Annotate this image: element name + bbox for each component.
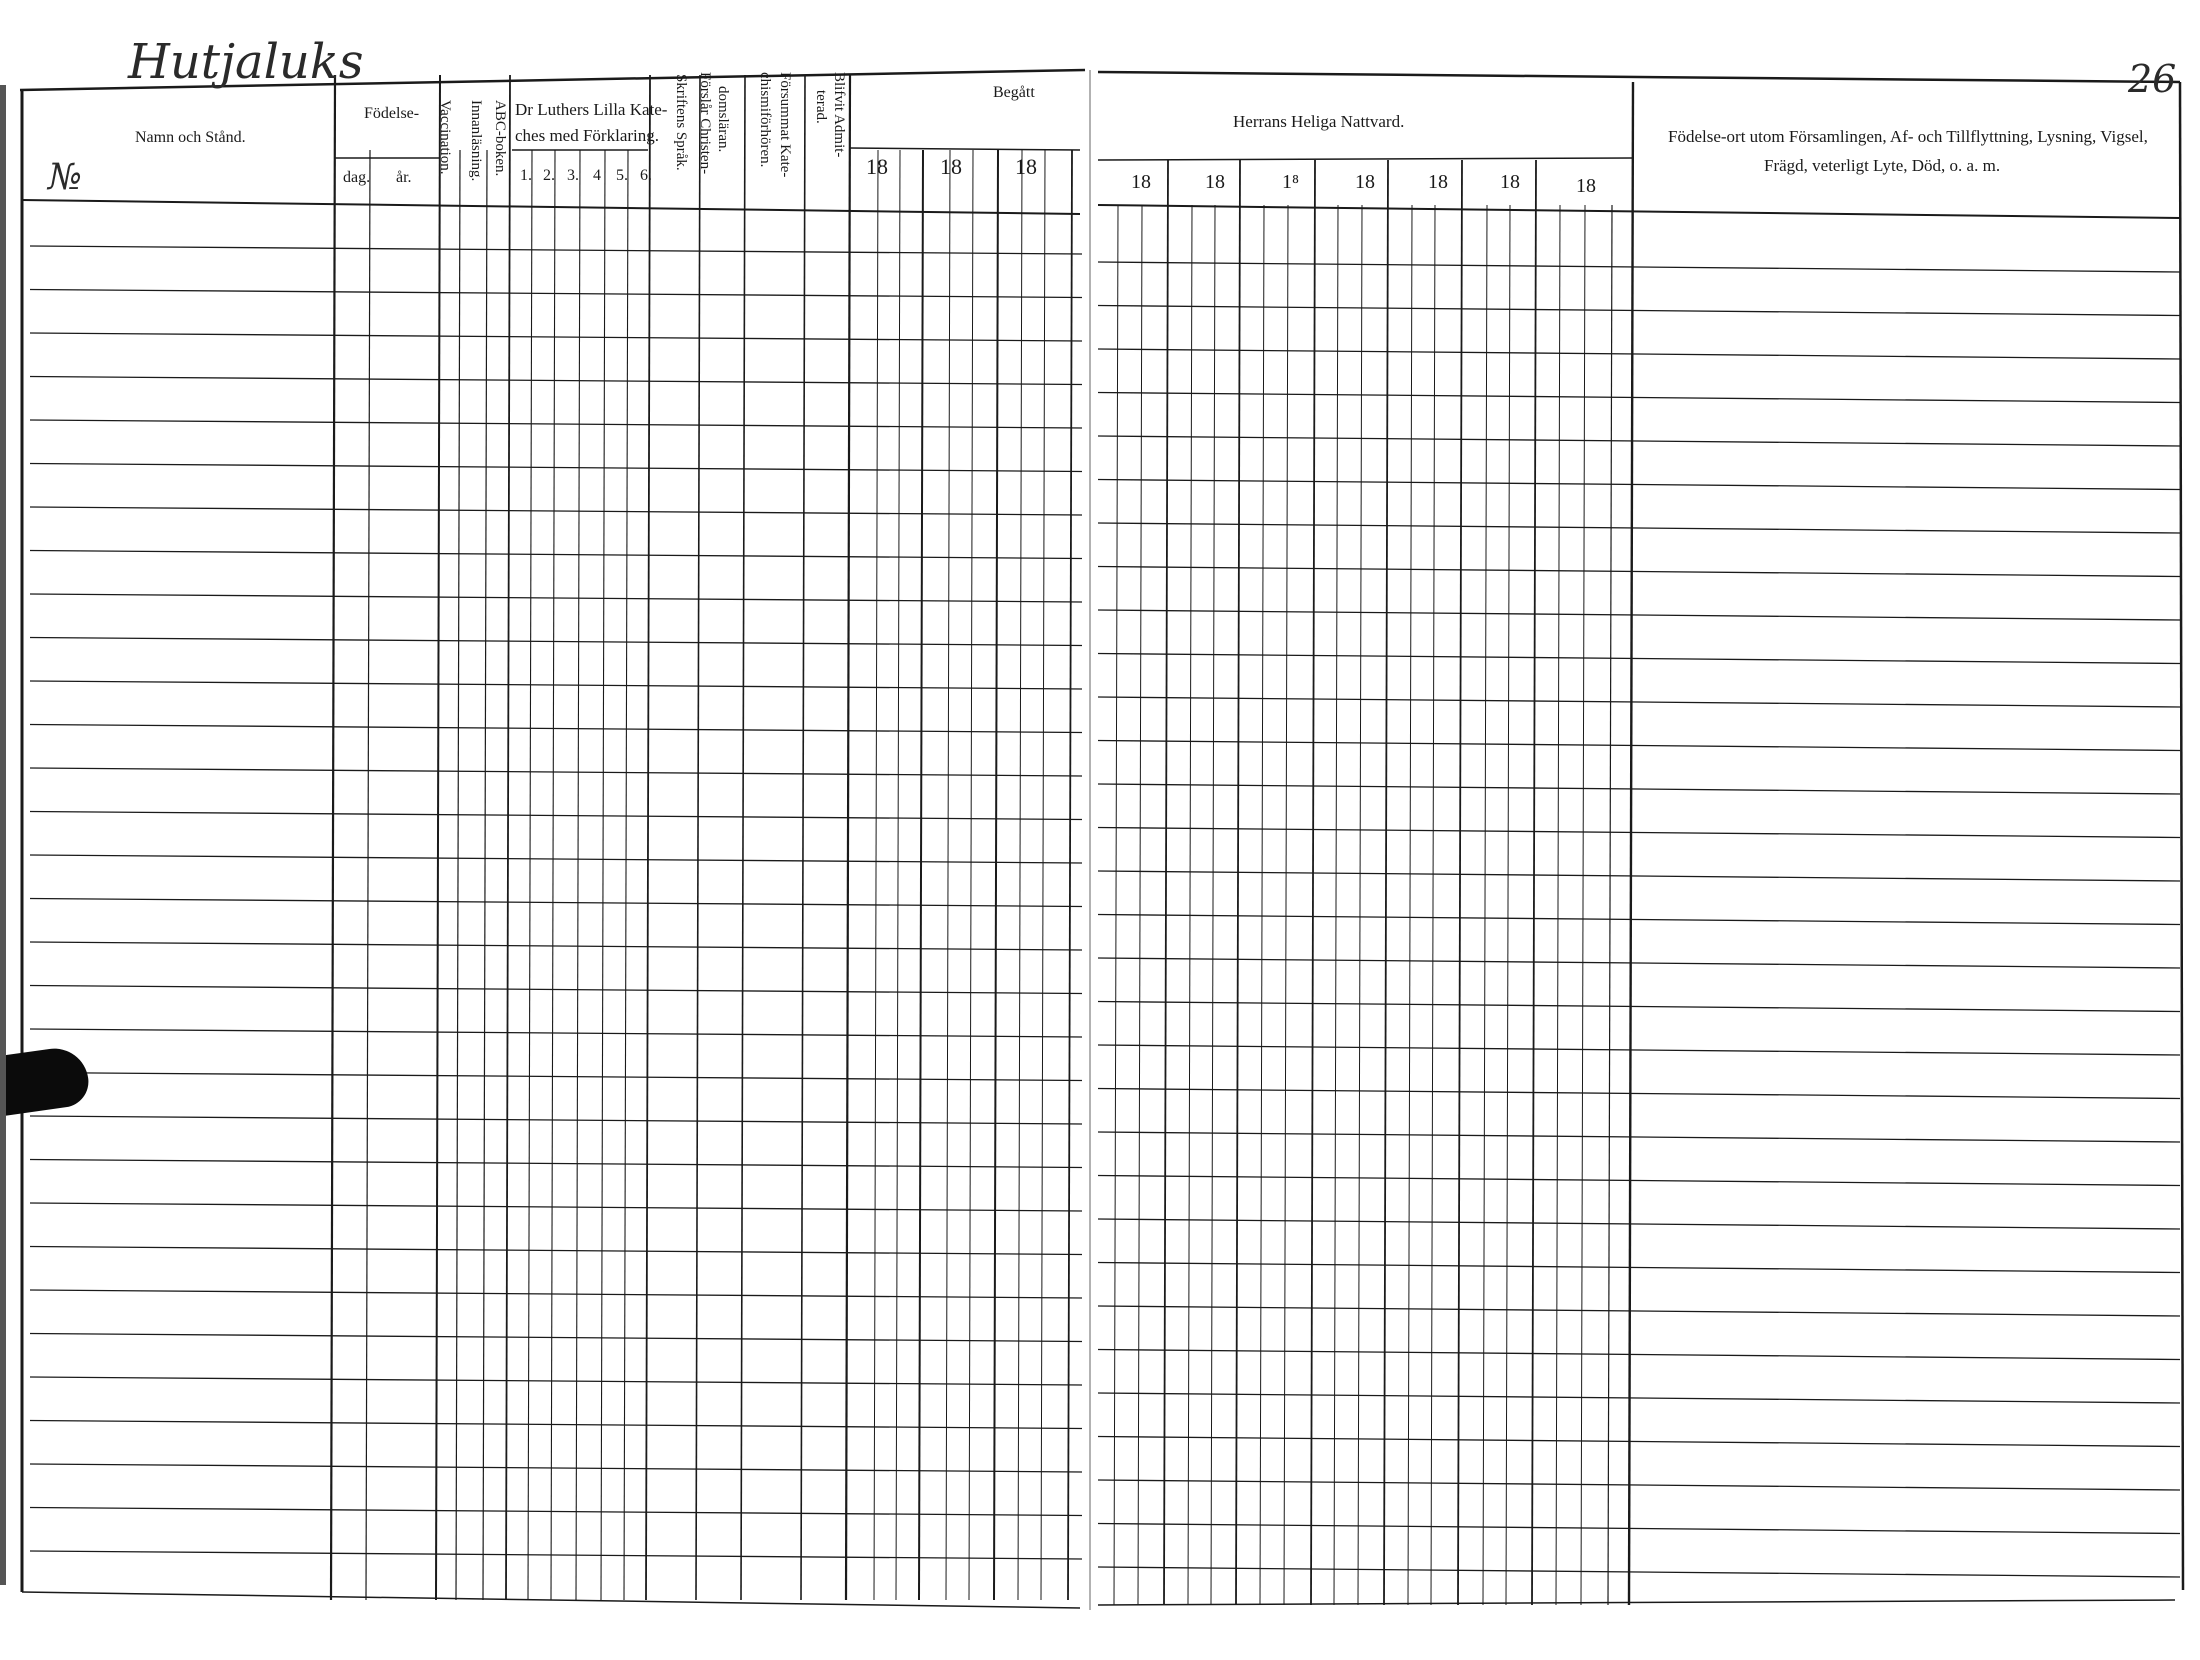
- left-year-1: 18: [866, 154, 888, 179]
- left-row-rule-10: [30, 638, 1082, 646]
- left-row-rule-19: [30, 1029, 1082, 1037]
- right-row-rule-11: [1098, 697, 2180, 707]
- right-top-border: [1098, 72, 2180, 82]
- left-row-rule-26: [30, 1334, 1082, 1342]
- left-row-rule-3: [30, 333, 1082, 341]
- right-row-rule-22: [1098, 1176, 2180, 1186]
- left-column-rule-1: [331, 75, 335, 1600]
- left-row-rule-9: [30, 594, 1082, 602]
- birth-header: Födelse-: [364, 105, 420, 122]
- left-column-rule-15: [801, 75, 805, 1600]
- right-row-rule-3: [1098, 349, 2180, 359]
- communion-subheader-rule: [1098, 158, 1633, 160]
- right-column-rule-17: [1506, 205, 1510, 1605]
- left-row-rule-16: [30, 899, 1082, 907]
- right-row-rule-19: [1098, 1045, 2180, 1055]
- right-column-rule-9: [1311, 160, 1315, 1605]
- left-row-rule-30: [30, 1508, 1082, 1516]
- handwritten-number-label: №: [48, 157, 83, 198]
- catechism-section-3: 3.: [567, 167, 579, 184]
- left-row-rule-5: [30, 420, 1082, 428]
- right-column-rule-4: [1188, 205, 1192, 1605]
- left-row-rule-20: [30, 1073, 1082, 1081]
- left-row-rule-8: [30, 551, 1082, 559]
- admitted-header-line1: Blifvit Admit-: [831, 72, 847, 158]
- scan-shadow-left-edge: [0, 85, 6, 1585]
- catechism-section-1: 1.: [520, 167, 532, 184]
- right-row-rule-17: [1098, 958, 2180, 968]
- left-column-rule-20: [946, 150, 950, 1600]
- reading-header: Innanläsning.: [468, 100, 484, 182]
- handwritten-village-name: Hutjaluks: [128, 34, 364, 90]
- handwritten-page-number: 26: [2128, 57, 2177, 101]
- right-row-rule-4: [1098, 393, 2180, 403]
- left-row-rule-7: [30, 507, 1082, 515]
- right-year-3: 1⁸: [1282, 171, 1299, 193]
- right-column-rule-3: [1164, 160, 1168, 1605]
- right-column-rule-21: [1608, 205, 1612, 1605]
- left-column-rule-4: [456, 150, 460, 1600]
- left-row-rule-22: [30, 1160, 1082, 1168]
- left-column-rule-2: [366, 150, 370, 1600]
- left-column-rule-22: [994, 150, 998, 1600]
- left-column-rule-12: [646, 75, 650, 1600]
- right-year-2: 18: [1205, 171, 1225, 193]
- right-year-1: 18: [1131, 171, 1151, 193]
- neglected-header-line1: Försummat Kate-: [777, 72, 793, 178]
- communion-header: Herrans Heliga Nattvard.: [1233, 112, 1405, 131]
- name-and-rank-header: Namn och Stånd.: [135, 129, 246, 146]
- left-row-rule-6: [30, 464, 1082, 472]
- right-row-rule-6: [1098, 480, 2180, 490]
- right-row-rule-1: [1098, 262, 2180, 272]
- left-column-rule-7: [528, 150, 532, 1600]
- left-column-rule-25: [1068, 150, 1072, 1600]
- left-column-rule-13: [696, 75, 700, 1600]
- begatt-header: Begått: [993, 84, 1035, 101]
- right-row-rule-20: [1098, 1089, 2180, 1099]
- left-column-rule-5: [483, 150, 487, 1600]
- admitted-header-line2: terad.: [813, 90, 829, 124]
- left-row-rule-11: [30, 681, 1082, 689]
- left-column-rule-18: [896, 150, 900, 1600]
- right-row-rule-16: [1098, 915, 2180, 925]
- remarks-header-line1: Födelse-ort utom Församlingen, Af- och Tillflyttning, Lysning, Vigsel,: [1668, 127, 2148, 146]
- right-column-rule-13: [1408, 205, 1412, 1605]
- vaccination-header: Vaccination.: [437, 100, 453, 175]
- right-column-rule-20: [1581, 205, 1585, 1605]
- birth-year-header: år.: [396, 169, 412, 186]
- left-row-rule-2: [30, 290, 1082, 298]
- right-row-rule-14: [1098, 828, 2180, 838]
- right-row-rule-8: [1098, 567, 2180, 577]
- left-row-rule-17: [30, 942, 1082, 950]
- right-row-rule-13: [1098, 784, 2180, 794]
- right-row-rule-12: [1098, 741, 2180, 751]
- left-column-rule-23: [1018, 150, 1022, 1600]
- right-year-6: 18: [1500, 171, 1520, 193]
- right-column-rule-2: [1138, 205, 1142, 1605]
- left-column-rule-11: [624, 150, 628, 1600]
- right-column-rule-15: [1458, 160, 1462, 1605]
- left-column-rule-3: [436, 75, 440, 1600]
- right-column-rule-12: [1384, 160, 1388, 1605]
- left-column-rule-8: [551, 150, 555, 1600]
- right-column-rule-18: [1532, 160, 1536, 1605]
- christianity-header-line2: domsläran.: [715, 86, 731, 153]
- right-row-rule-5: [1098, 436, 2180, 446]
- left-column-rule-24: [1041, 150, 1045, 1600]
- right-column-rule-14: [1431, 205, 1435, 1605]
- right-row-rule-7: [1098, 523, 2180, 533]
- left-year-2: 18: [940, 154, 962, 179]
- right-column-rule-5: [1211, 205, 1215, 1605]
- left-row-rule-1: [30, 246, 1082, 254]
- right-column-rule-19: [1556, 205, 1560, 1605]
- right-row-rule-9: [1098, 610, 2180, 620]
- catechism-section-2: 2.: [543, 167, 555, 184]
- left-header-separator: [22, 200, 1080, 214]
- left-row-rule-28: [30, 1421, 1082, 1429]
- left-year-3: 18: [1015, 154, 1037, 179]
- left-column-rule-16: [846, 75, 850, 1600]
- abc-book-header: ABC-boken.: [492, 100, 508, 177]
- left-column-rule-6: [506, 75, 510, 1600]
- left-column-rule-14: [741, 75, 745, 1600]
- right-row-rule-15: [1098, 871, 2180, 881]
- right-row-rule-23: [1098, 1219, 2180, 1229]
- right-outer-border: [2180, 82, 2183, 1590]
- scripture-proofs-header: Skriftens Språk.: [673, 74, 689, 171]
- right-column-rule-1: [1114, 205, 1118, 1605]
- left-column-rule-17: [874, 150, 878, 1600]
- right-row-rule-24: [1098, 1263, 2180, 1273]
- catechism-header-line1: Dr Luthers Lilla Kate-: [515, 100, 668, 119]
- neglected-header-line2: chismiförhören.: [757, 72, 773, 168]
- catechism-section-5: 5.: [616, 167, 628, 184]
- right-row-rule-21: [1098, 1132, 2180, 1142]
- right-header-separator: [1098, 205, 2180, 218]
- left-row-rule-25: [30, 1290, 1082, 1298]
- left-column-rule-10: [601, 150, 605, 1600]
- christianity-header-line1: Förslår Christen-: [697, 72, 713, 175]
- left-column-rule-19: [919, 150, 923, 1600]
- right-year-5: 18: [1428, 171, 1448, 193]
- left-row-rule-12: [30, 725, 1082, 733]
- right-row-rule-10: [1098, 654, 2180, 664]
- right-row-rule-2: [1098, 306, 2180, 316]
- left-row-rule-27: [30, 1377, 1082, 1385]
- left-row-rule-24: [30, 1247, 1082, 1255]
- catechism-section-6: 6.: [640, 167, 652, 184]
- catechism-section-4: 4: [593, 167, 601, 184]
- left-row-rule-15: [30, 855, 1082, 863]
- left-row-rule-21: [30, 1116, 1082, 1124]
- right-row-rule-18: [1098, 1002, 2180, 1012]
- right-year-7: 18: [1576, 175, 1596, 197]
- left-row-rule-13: [30, 768, 1082, 776]
- right-column-rule-6: [1236, 160, 1240, 1605]
- right-column-rule-16: [1483, 205, 1487, 1605]
- birth-day-header: dag.: [343, 169, 371, 186]
- left-row-rule-23: [30, 1203, 1082, 1211]
- begatt-subheader-rule: [850, 148, 1080, 150]
- catechism-header-line2: ches med Förklaring.: [515, 126, 659, 145]
- left-column-rule-9: [576, 150, 580, 1600]
- left-row-rule-4: [30, 377, 1082, 385]
- right-row-rule-25: [1098, 1306, 2180, 1316]
- remarks-header-line2: Frägd, veterligt Lyte, Död, o. a. m.: [1764, 156, 2001, 175]
- left-row-rule-14: [30, 812, 1082, 820]
- left-row-rule-31: [30, 1551, 1082, 1559]
- left-row-rule-18: [30, 986, 1082, 994]
- left-row-rule-29: [30, 1464, 1082, 1472]
- right-year-4: 18: [1355, 171, 1375, 193]
- left-column-rule-21: [969, 150, 973, 1600]
